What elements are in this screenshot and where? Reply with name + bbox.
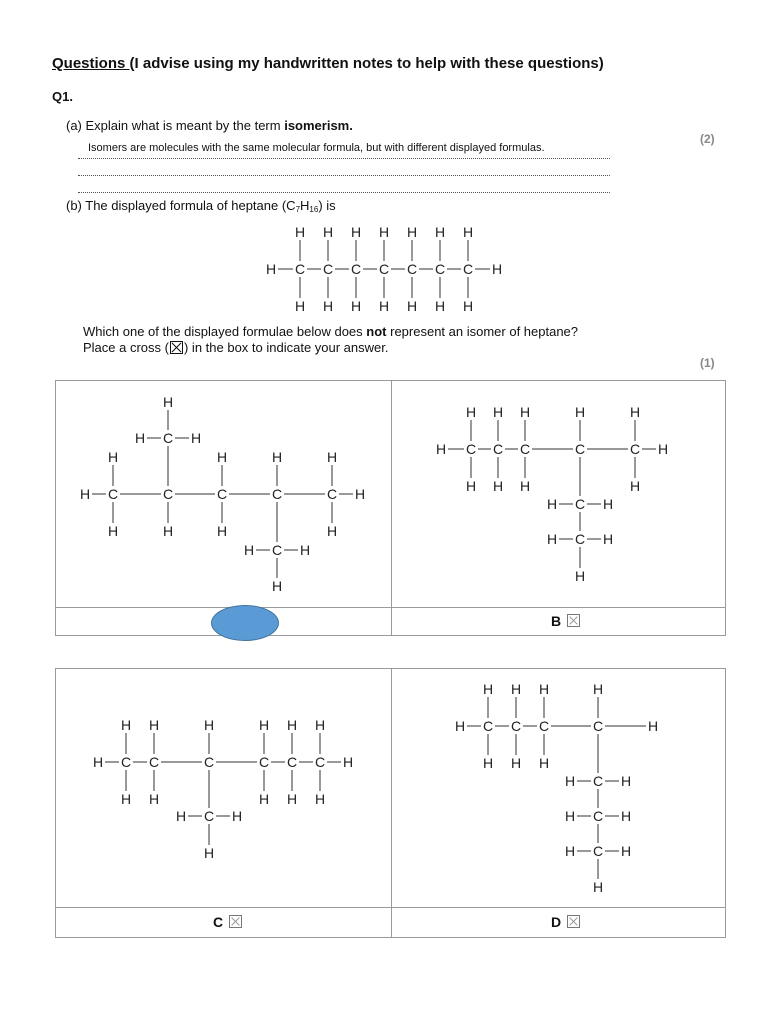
hydrogen-atom: H [294, 224, 306, 240]
hydrogen-atom: H [190, 430, 202, 446]
hydrogen-atom: H [258, 717, 270, 733]
hydrogen-atom: H [162, 394, 174, 410]
hydrogen-atom: H [342, 754, 354, 770]
carbon-atom: C [592, 718, 604, 734]
carbon-atom: C [314, 754, 326, 770]
hydrogen-atom: H [203, 717, 215, 733]
title-note: (I advise using my handwritten notes to help with these questions) [129, 55, 604, 72]
hydrogen-atom: H [216, 523, 228, 539]
carbon-atom: C [322, 261, 334, 277]
hydrogen-atom: H [491, 261, 503, 277]
hydrogen-atom: H [326, 449, 338, 465]
hydrogen-atom: H [435, 441, 447, 457]
hydrogen-atom: H [148, 717, 160, 733]
hydrogen-atom: H [314, 791, 326, 807]
carbon-atom: C [162, 430, 174, 446]
carbon-atom: C [107, 486, 119, 502]
carbon-atom: C [510, 718, 522, 734]
hydrogen-atom: H [492, 478, 504, 494]
hydrogen-atom: H [326, 523, 338, 539]
hydrogen-atom: H [175, 808, 187, 824]
hydrogen-atom: H [79, 486, 91, 502]
carbon-atom: C [120, 754, 132, 770]
carbon-atom: C [462, 261, 474, 277]
carbon-atom: C [326, 486, 338, 502]
carbon-atom: C [492, 441, 504, 457]
instruction-text-end: represent an isomer of heptane? [386, 324, 579, 339]
title-questions: Questions [52, 55, 130, 72]
instruction-cross-end: ) in the box to indicate your answer. [183, 340, 389, 355]
question-number: Q1. [52, 89, 73, 104]
hydrogen-atom: H [574, 404, 586, 420]
option-d-label: D [551, 914, 562, 930]
hydrogen-atom: H [162, 523, 174, 539]
carbon-atom: C [538, 718, 550, 734]
hydrogen-atom: H [462, 298, 474, 314]
hydrogen-atom: H [203, 845, 215, 861]
carbon-atom: C [286, 754, 298, 770]
carbon-atom: C [592, 773, 604, 789]
carbon-atom: C [482, 718, 494, 734]
instruction-cross: Place a cross ( [83, 340, 169, 355]
hydrogen-atom: H [657, 441, 669, 457]
instruction-text: Which one of the displayed formulae below does [83, 324, 367, 339]
hydrogen-atom: H [265, 261, 277, 277]
part-b-prompt-text: (b) The displayed formula of heptane (C [66, 198, 296, 213]
hydrogen-atom: H [271, 578, 283, 594]
hydrogen-atom: H [378, 298, 390, 314]
carbon-atom: C [162, 486, 174, 502]
option-c-label: C [213, 914, 224, 930]
hydrogen-atom: H [592, 879, 604, 895]
carbon-atom: C [294, 261, 306, 277]
hydrogen-atom: H [406, 224, 418, 240]
hydrogen-atom: H [564, 808, 576, 824]
hydrogen-atom: H [592, 681, 604, 697]
hydrogen-atom: H [462, 224, 474, 240]
hydrogen-atom: H [629, 478, 641, 494]
hydrogen-atom: H [406, 298, 418, 314]
option-b-label: B [551, 613, 562, 629]
part-a-marks: (2) [700, 132, 715, 146]
carbon-atom: C [271, 542, 283, 558]
hydrogen-atom: H [465, 404, 477, 420]
hydrogen-atom: H [120, 717, 132, 733]
part-a-answer[interactable]: Isomers are molecules with the same molecular formula, but with different displayed formulas. [88, 142, 545, 154]
hydrogen-atom: H [350, 224, 362, 240]
hydrogen-atom: H [286, 791, 298, 807]
carbon-atom: C [203, 754, 215, 770]
hydrogen-atom: H [620, 808, 632, 824]
carbon-atom: C [203, 808, 215, 824]
hydrogen-atom: H [350, 298, 362, 314]
hydrogen-atom: H [231, 808, 243, 824]
hydrogen-atom: H [258, 791, 270, 807]
carbon-atom: C [519, 441, 531, 457]
hydrogen-atom: H [482, 681, 494, 697]
hydrogen-atom: H [314, 717, 326, 733]
carbon-atom: C [216, 486, 228, 502]
hydrogen-atom: H [243, 542, 255, 558]
carbon-atom: C [434, 261, 446, 277]
hydrogen-atom: H [465, 478, 477, 494]
hydrogen-atom: H [454, 718, 466, 734]
hydrogen-atom: H [434, 298, 446, 314]
hydrogen-atom: H [519, 404, 531, 420]
hydrogen-atom: H [294, 298, 306, 314]
hydrogen-atom: H [564, 843, 576, 859]
carbon-atom: C [406, 261, 418, 277]
hydrogen-atom: H [354, 486, 366, 502]
hydrogen-atom: H [602, 531, 614, 547]
carbon-atom: C [271, 486, 283, 502]
hydrogen-atom: H [134, 430, 146, 446]
carbon-atom: C [148, 754, 160, 770]
hydrogen-atom: H [107, 523, 119, 539]
hydrogen-atom: H [299, 542, 311, 558]
hydrogen-atom: H [510, 681, 522, 697]
part-a-term: isomerism. [284, 118, 353, 133]
carbon-atom: C [574, 496, 586, 512]
hydrogen-atom: H [492, 404, 504, 420]
carbon-atom: C [350, 261, 362, 277]
hydrogen-atom: H [647, 718, 659, 734]
carbon-atom: C [592, 808, 604, 824]
hydrogen-atom: H [620, 843, 632, 859]
carbon-atom: C [574, 441, 586, 457]
hydrogen-atom: H [620, 773, 632, 789]
hydrogen-atom: H [271, 449, 283, 465]
hydrogen-atom: H [519, 478, 531, 494]
hydrogen-atom: H [434, 224, 446, 240]
carbon-atom: C [378, 261, 390, 277]
subscript-16: 16 [309, 205, 319, 214]
hydrogen-atom: H [378, 224, 390, 240]
part-a-prompt-text: (a) Explain what is meant by the term [66, 118, 285, 133]
formula-h: H [300, 198, 310, 213]
hydrogen-atom: H [510, 755, 522, 771]
hydrogen-atom: H [564, 773, 576, 789]
hydrogen-atom: H [538, 681, 550, 697]
hydrogen-atom: H [322, 298, 334, 314]
carbon-atom: C [465, 441, 477, 457]
instruction-not: not [366, 324, 387, 339]
hydrogen-atom: H [107, 449, 119, 465]
hydrogen-atom: H [482, 755, 494, 771]
hydrogen-atom: H [546, 496, 558, 512]
carbon-atom: C [629, 441, 641, 457]
carbon-atom: C [574, 531, 586, 547]
carbon-atom: C [592, 843, 604, 859]
carbon-atom: C [258, 754, 270, 770]
part-b-marks: (1) [700, 356, 715, 370]
hydrogen-atom: H [92, 754, 104, 770]
hydrogen-atom: H [120, 791, 132, 807]
hydrogen-atom: H [538, 755, 550, 771]
hydrogen-atom: H [629, 404, 641, 420]
hydrogen-atom: H [322, 224, 334, 240]
hydrogen-atom: H [574, 568, 586, 584]
subscript-7: 7 [295, 205, 301, 214]
hydrogen-atom: H [148, 791, 160, 807]
hydrogen-atom: H [216, 449, 228, 465]
hydrogen-atom: H [602, 496, 614, 512]
hydrogen-atom: H [286, 717, 298, 733]
hydrogen-atom: H [546, 531, 558, 547]
part-b-prompt-end: ) is [318, 198, 336, 213]
